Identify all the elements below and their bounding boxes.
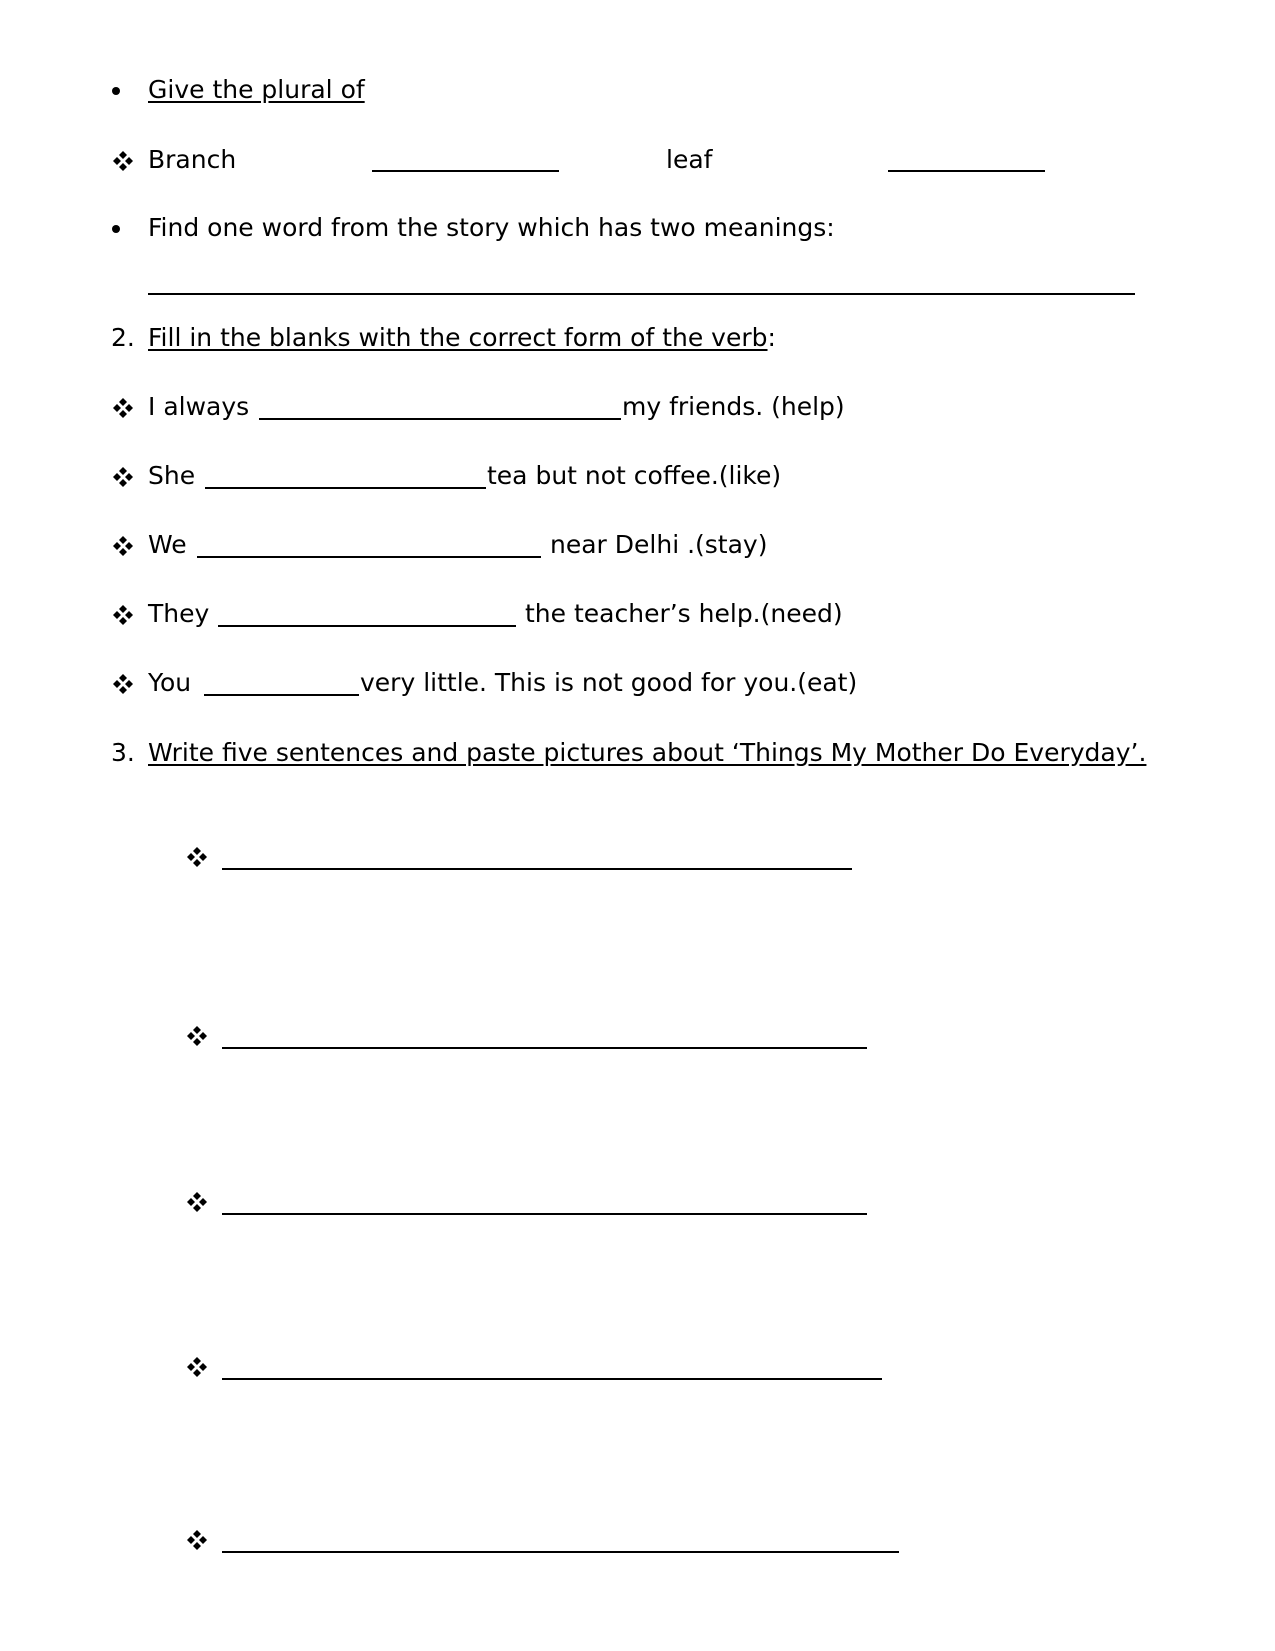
- sentence-4-blank[interactable]: [222, 1378, 882, 1380]
- verb-item-2-after: tea but not coffee.(like): [487, 461, 782, 490]
- verb-item-5-after: very little. This is not good for you.(eat): [360, 668, 858, 697]
- two-meanings-prompt: Find one word from the story which has two meanings:: [148, 213, 835, 242]
- verb-item-4-before: They: [148, 599, 210, 628]
- plural-word-leaf: leaf: [666, 145, 713, 174]
- verb-item-4-after: the teacher’s help.(need): [525, 599, 843, 628]
- four-diamond-bullet-icon: [113, 151, 133, 171]
- sentence-5-blank[interactable]: [222, 1551, 899, 1553]
- four-diamond-bullet-icon: [113, 398, 133, 418]
- verb-item-3-blank[interactable]: [197, 556, 541, 558]
- verb-item-5-blank[interactable]: [204, 694, 359, 696]
- four-diamond-bullet-icon: [187, 1357, 207, 1377]
- plural-leaf-blank[interactable]: [888, 170, 1045, 172]
- question-number: 3.: [111, 738, 135, 767]
- plural-branch-blank[interactable]: [372, 170, 559, 172]
- question-number: 2.: [111, 323, 135, 352]
- four-diamond-bullet-icon: [187, 1026, 207, 1046]
- sentence-3-blank[interactable]: [222, 1213, 867, 1215]
- q2-heading-text: Fill in the blanks with the correct form of the verb: [148, 323, 768, 352]
- two-meanings-answer-blank[interactable]: [148, 293, 1135, 295]
- verb-item-2-blank[interactable]: [205, 487, 486, 489]
- verb-item-2-before: She: [148, 461, 196, 490]
- plural-heading: Give the plural of: [148, 75, 365, 104]
- verb-item-4-blank[interactable]: [218, 625, 516, 627]
- verb-item-1-before: I always: [148, 392, 250, 421]
- four-diamond-bullet-icon: [187, 1530, 207, 1550]
- four-diamond-bullet-icon: [113, 674, 133, 694]
- four-diamond-bullet-icon: [187, 1192, 207, 1212]
- q3-heading: Write five sentences and paste pictures about ‘Things My Mother Do Everyday’.: [148, 738, 1147, 767]
- plural-word-branch: Branch: [148, 145, 237, 174]
- four-diamond-bullet-icon: [113, 536, 133, 556]
- bullet-dot-icon: [112, 87, 120, 95]
- verb-item-1-blank[interactable]: [259, 418, 621, 420]
- verb-item-1-after: my friends. (help): [622, 392, 845, 421]
- q2-heading: [148, 325, 776, 350]
- bullet-dot-icon: [112, 225, 120, 233]
- q2-heading-colon: :: [767, 323, 776, 352]
- verb-item-5-before: You: [148, 668, 192, 697]
- sentence-2-blank[interactable]: [222, 1047, 867, 1049]
- four-diamond-bullet-icon: [113, 467, 133, 487]
- four-diamond-bullet-icon: [187, 847, 207, 867]
- four-diamond-bullet-icon: [113, 605, 133, 625]
- verb-item-3-after: near Delhi .(stay): [550, 530, 768, 559]
- sentence-1-blank[interactable]: [222, 868, 852, 870]
- verb-item-3-before: We: [148, 530, 187, 559]
